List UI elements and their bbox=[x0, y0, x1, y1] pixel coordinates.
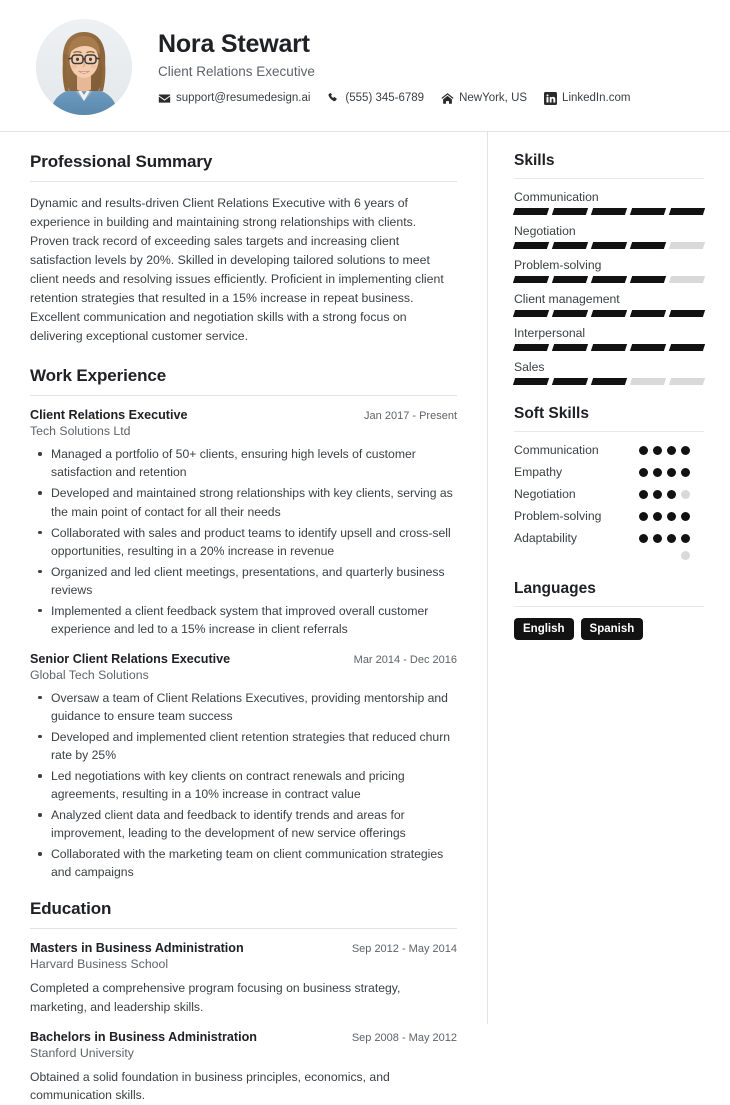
rating-dot bbox=[639, 446, 648, 455]
skill-segment bbox=[552, 310, 588, 317]
language-chip: English bbox=[514, 618, 574, 640]
skills-list bbox=[514, 190, 704, 385]
rating-dot bbox=[653, 468, 662, 477]
skill-segment bbox=[552, 276, 588, 283]
skill-segment bbox=[630, 208, 666, 215]
rating-dot bbox=[639, 490, 648, 499]
soft-skill-dots bbox=[639, 534, 690, 543]
bullet-item: Developed and maintained strong relationships with key clients, serving as the main point of contact for all their needs bbox=[30, 484, 457, 520]
soft-skill-dots bbox=[639, 490, 690, 499]
rating-dot bbox=[639, 512, 648, 521]
skill-segment bbox=[630, 344, 666, 351]
entry-item bbox=[30, 652, 457, 881]
skill-item bbox=[514, 190, 704, 215]
skill-segment bbox=[591, 208, 627, 215]
experience-role: Senior Client Relations Executive bbox=[30, 651, 231, 666]
entry-item bbox=[30, 408, 457, 637]
education-degree: Bachelors in Business Administration bbox=[30, 1029, 257, 1044]
bullet-item: Analyzed client data and feedback to identify trends and areas for improvement, leading to the development of new service offerings bbox=[30, 806, 457, 842]
entry-header bbox=[30, 408, 457, 422]
education-organization: Harvard Business School bbox=[30, 957, 169, 972]
main-column bbox=[0, 132, 488, 1103]
divider bbox=[514, 431, 704, 432]
contact-email[interactable] bbox=[158, 92, 310, 105]
skill-item bbox=[514, 292, 704, 317]
skill-bar bbox=[514, 208, 704, 215]
language-chip: Spanish bbox=[581, 618, 644, 640]
page-title: Nora Stewart bbox=[158, 30, 310, 59]
skill-segment bbox=[513, 242, 549, 249]
header-job-title: Client Relations Executive bbox=[158, 63, 315, 79]
skill-segment bbox=[591, 276, 627, 283]
skill-segment bbox=[630, 378, 666, 385]
soft-skill-trailing-dot-row bbox=[514, 551, 690, 560]
soft-skill-dots bbox=[639, 468, 690, 477]
rating-dot bbox=[667, 512, 676, 521]
entry-header bbox=[30, 1030, 457, 1044]
rating-dot bbox=[639, 534, 648, 543]
bullet-item: Implemented a client feedback system that improved overall customer experience and led to a 15% increase in client referrals bbox=[30, 602, 457, 638]
section-professional-summary bbox=[30, 152, 457, 346]
skill-segment bbox=[552, 344, 588, 351]
education-date: Sep 2008 - May 2012 bbox=[351, 1031, 457, 1044]
skill-segment bbox=[591, 310, 627, 317]
section-education bbox=[30, 899, 457, 1104]
experience-organization: Global Tech Solutions bbox=[30, 667, 149, 682]
skill-label: Problem-solving bbox=[514, 258, 602, 272]
envelope-icon bbox=[158, 92, 171, 105]
experience-date: Mar 2014 - Dec 2016 bbox=[353, 653, 457, 666]
skill-segment bbox=[591, 378, 627, 385]
education-organization: Stanford University bbox=[30, 1045, 134, 1060]
entry-header bbox=[30, 652, 457, 666]
divider bbox=[514, 606, 704, 607]
profile-photo-illustration bbox=[36, 19, 132, 115]
skill-label: Negotiation bbox=[514, 224, 576, 238]
section-heading-education: Education bbox=[30, 899, 112, 919]
education-description: Completed a comprehensive program focusing on business strategy, marketing, and leadership skills. bbox=[30, 981, 401, 1014]
rating-dot bbox=[681, 468, 690, 477]
entry-header bbox=[30, 941, 457, 955]
rating-dot bbox=[681, 490, 690, 499]
skill-segment bbox=[630, 276, 666, 283]
contact-linkedin[interactable] bbox=[544, 92, 630, 105]
soft-skill-label: Communication bbox=[514, 443, 599, 457]
contact-email-text: support@resumedesign.ai bbox=[176, 92, 311, 105]
rating-dot bbox=[681, 446, 690, 455]
rating-dot bbox=[667, 534, 676, 543]
contact-row bbox=[158, 92, 708, 105]
divider bbox=[30, 181, 457, 182]
skill-item bbox=[514, 224, 704, 249]
rating-dot bbox=[667, 468, 676, 477]
rating-dot bbox=[681, 534, 690, 543]
skill-segment bbox=[552, 242, 588, 249]
skill-segment bbox=[630, 242, 666, 249]
skill-segment bbox=[669, 242, 705, 249]
soft-skill-label: Adaptability bbox=[514, 531, 578, 545]
section-heading-skills: Skills bbox=[514, 152, 555, 169]
rating-dot bbox=[681, 551, 690, 560]
soft-skills-list bbox=[514, 443, 704, 560]
soft-skill-item bbox=[514, 443, 704, 457]
section-languages bbox=[514, 580, 704, 640]
skill-segment bbox=[513, 310, 549, 317]
soft-skill-item bbox=[514, 487, 704, 501]
bullet-item: Managed a portfolio of 50+ clients, ensuring high levels of customer satisfaction and retention bbox=[30, 445, 457, 481]
education-degree: Masters in Business Administration bbox=[30, 941, 244, 956]
skill-segment bbox=[513, 276, 549, 283]
entry-item bbox=[30, 941, 457, 1016]
section-heading-summary: Professional Summary bbox=[30, 152, 213, 171]
rating-dot bbox=[653, 512, 662, 521]
entry-item bbox=[30, 1030, 457, 1105]
experience-list bbox=[30, 408, 457, 881]
skill-segment bbox=[669, 378, 705, 385]
rating-dot bbox=[667, 490, 676, 499]
resume-header bbox=[0, 0, 730, 132]
skill-item bbox=[514, 326, 704, 351]
skill-segment bbox=[552, 378, 588, 385]
soft-skill-dots bbox=[639, 512, 690, 521]
divider bbox=[30, 928, 457, 929]
divider bbox=[30, 395, 457, 396]
bullet-item: Led negotiations with key clients on contract renewals and pricing agreements, resulting in a 10% increase in contract value bbox=[30, 767, 457, 803]
avatar bbox=[36, 19, 132, 115]
sidebar-column bbox=[488, 132, 730, 1024]
bullet-item: Collaborated with the marketing team on client communication strategies and campaigns bbox=[30, 845, 457, 881]
resume-body bbox=[0, 132, 730, 1103]
skill-bar bbox=[514, 344, 704, 351]
linkedin-icon bbox=[544, 92, 557, 105]
education-description: Obtained a solid foundation in business principles, economics, and communication skills. bbox=[30, 1069, 390, 1103]
soft-skill-item bbox=[514, 531, 704, 545]
header-text-block bbox=[158, 28, 708, 105]
skill-segment bbox=[552, 208, 588, 215]
section-soft-skills bbox=[514, 405, 704, 560]
contact-phone[interactable] bbox=[327, 92, 424, 105]
skill-segment bbox=[591, 344, 627, 351]
education-list bbox=[30, 941, 457, 1104]
skill-label: Sales bbox=[514, 360, 545, 374]
education-date: Sep 2012 - May 2014 bbox=[351, 943, 457, 956]
skill-bar bbox=[514, 378, 704, 385]
divider bbox=[514, 178, 704, 179]
skill-segment bbox=[669, 208, 705, 215]
bullet-item: Collaborated with sales and product teams to identify upsell and cross-sell opportunities, resulting in a 20% increase in revenue bbox=[30, 524, 457, 560]
skill-segment bbox=[513, 344, 549, 351]
contact-location-text: NewYork, US bbox=[459, 92, 528, 105]
experience-bullet-list bbox=[30, 445, 457, 637]
skill-label: Client management bbox=[514, 292, 620, 306]
skill-item bbox=[514, 258, 704, 283]
home-icon bbox=[441, 92, 454, 105]
rating-dot bbox=[681, 512, 690, 521]
skill-segment bbox=[630, 310, 666, 317]
skill-bar bbox=[514, 276, 704, 283]
skill-segment bbox=[669, 310, 705, 317]
bullet-item: Oversaw a team of Client Relations Executives, providing mentorship and guidance to ensure team success bbox=[30, 689, 457, 725]
skill-item bbox=[514, 360, 704, 385]
contact-location[interactable] bbox=[441, 92, 527, 105]
rating-dot bbox=[667, 446, 676, 455]
experience-bullet-list bbox=[30, 689, 457, 881]
skill-segment bbox=[513, 208, 549, 215]
rating-dot bbox=[639, 468, 648, 477]
rating-dot bbox=[653, 446, 662, 455]
bullet-item: Organized and led client meetings, presentations, and quarterly business reviews bbox=[30, 563, 457, 599]
rating-dot bbox=[653, 490, 662, 499]
skill-segment bbox=[669, 276, 705, 283]
skill-segment bbox=[513, 378, 549, 385]
soft-skill-label: Negotiation bbox=[514, 487, 576, 501]
summary-text: Dynamic and results-driven Client Relations Executive with 6 years of experience in building and maintaining strong relationships with clients. Proven track record of exceeding sales targets and increasing client satisfaction levels by 20%. Skilled in developing tailored solutions to meet client needs and resolving issues efficiently. Proficient in implementing client retention strategies that resulted in a 15% increase in repeat business. Excellent communication and negotiation skills with a strong focus on delivering exceptional customer service. bbox=[30, 196, 444, 344]
section-heading-soft-skills: Soft Skills bbox=[514, 405, 589, 422]
skill-segment bbox=[591, 242, 627, 249]
rating-dot bbox=[653, 534, 662, 543]
skill-label: Communication bbox=[514, 190, 599, 204]
skill-label: Interpersonal bbox=[514, 326, 586, 340]
section-work-experience bbox=[30, 366, 457, 881]
section-skills bbox=[514, 152, 704, 385]
soft-skill-label: Problem-solving bbox=[514, 509, 602, 523]
contact-linkedin-text: LinkedIn.com bbox=[562, 92, 631, 105]
experience-organization: Tech Solutions Ltd bbox=[30, 424, 131, 439]
phone-icon bbox=[327, 92, 340, 105]
skill-bar bbox=[514, 242, 704, 249]
soft-skill-label: Empathy bbox=[514, 465, 563, 479]
experience-date: Jan 2017 - Present bbox=[364, 410, 457, 423]
soft-skill-item bbox=[514, 465, 704, 479]
skill-bar bbox=[514, 310, 704, 317]
languages-list bbox=[514, 618, 704, 640]
section-heading-languages: Languages bbox=[514, 580, 596, 597]
skill-segment bbox=[669, 344, 705, 351]
bullet-item: Developed and implemented client retention strategies that reduced churn rate by 25% bbox=[30, 728, 457, 764]
section-heading-experience: Work Experience bbox=[30, 366, 167, 386]
contact-phone-text: (555) 345-6789 bbox=[345, 92, 425, 105]
experience-role: Client Relations Executive bbox=[30, 408, 188, 423]
soft-skill-item bbox=[514, 509, 704, 523]
soft-skill-dots bbox=[639, 446, 690, 455]
